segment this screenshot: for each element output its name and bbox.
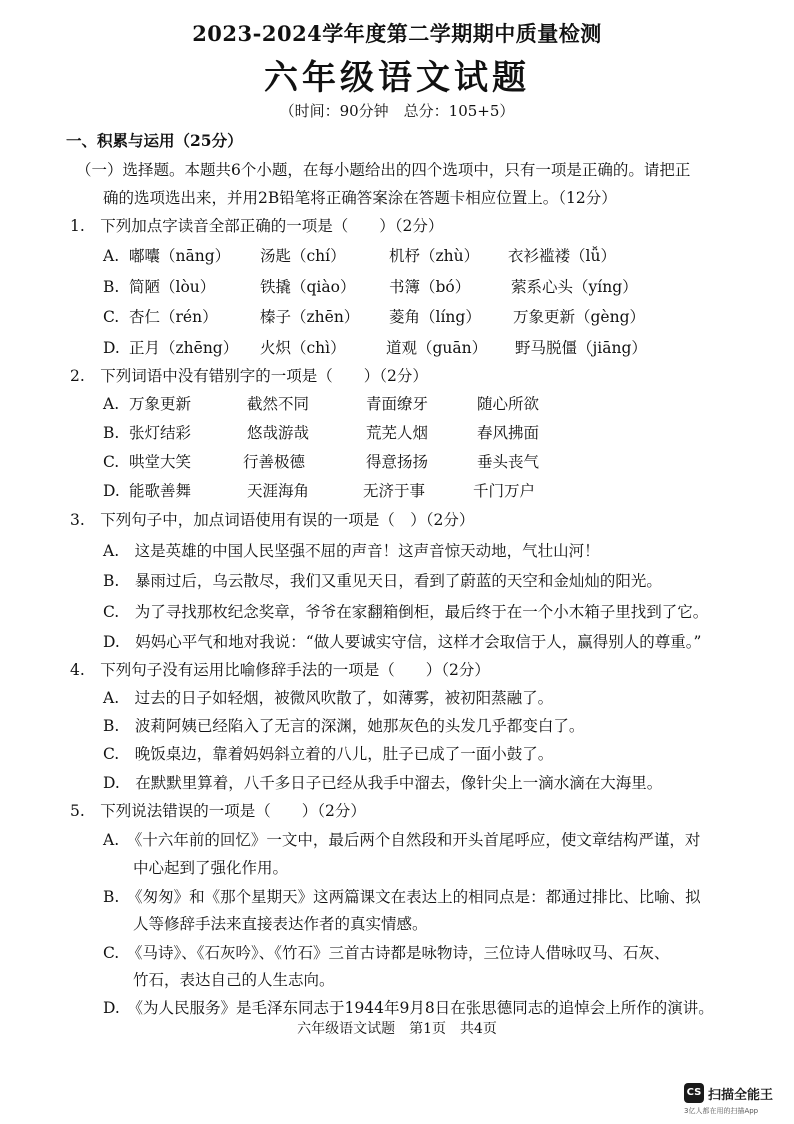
question-2-stem: 2. 下列词语中没有错别字的一项是（ ）（2分） bbox=[70, 367, 428, 385]
option-word: 道观（guān） bbox=[386, 339, 488, 357]
option-letter: C. bbox=[103, 308, 120, 326]
option-word: 张灯结彩 bbox=[129, 424, 192, 442]
option-word: 能歌善舞 bbox=[129, 482, 192, 500]
option-letter: C. bbox=[103, 453, 120, 471]
option-sentence: A. 过去的日子如轻烟，被微风吹散了，如薄雾，被初阳蒸融了。 bbox=[103, 689, 554, 707]
option-word: 哄堂大笑 bbox=[129, 453, 192, 471]
question-1-stem: 1. 下列加点字读音全部正确的一项是（ ）（2分） bbox=[70, 217, 444, 235]
option-sentence-cont: 人等修辞手法来直接表达作者的真实情感。 bbox=[133, 915, 428, 933]
exam-info: （时间：90分钟 总分：105+5） bbox=[279, 102, 515, 120]
option-sentence: A. 《十六年前的回忆》一文中，最后两个自然段和开头首尾呼应，使文章结构严谨，对 bbox=[103, 831, 701, 849]
option-sentence: C. 为了寻找那枚纪念奖章，爷爷在家翻箱倒柜，最后终于在一个小木箱子里找到了它。 bbox=[103, 603, 709, 621]
option-letter: A. bbox=[103, 395, 120, 413]
option-sentence: B. 《匆匆》和《那个星期天》这两篇课文在表达上的相同点是：都通过排比、比喻、拟 bbox=[103, 888, 701, 906]
option-letter: A. bbox=[103, 247, 120, 265]
option-word: 行善极德 bbox=[243, 453, 306, 471]
option-sentence: A. 这是英雄的中国人民坚强不屈的声音！这声音惊天动地，气壮山河！ bbox=[103, 542, 600, 560]
subject-title: 六年级语文试题 bbox=[264, 58, 530, 98]
option-word: 机杼（zhù） bbox=[389, 247, 480, 265]
option-word: 青面缭牙 bbox=[366, 395, 429, 413]
option-sentence: D. 《为人民服务》是毛泽东同志于1944年9月8日在张思德同志的追悼会上所作的演讲。 bbox=[103, 999, 714, 1017]
scanner-tagline: 3亿人都在用的扫描App bbox=[684, 1107, 759, 1115]
option-word: 简陋（lòu） bbox=[129, 278, 216, 296]
exam-title: 2023-2024学年度第二学期期中质量检测 bbox=[192, 21, 602, 46]
section-heading: 一、积累与运用（25分） bbox=[66, 131, 243, 150]
option-word: 万象更新 bbox=[129, 395, 192, 413]
option-word: 垂头丧气 bbox=[477, 453, 540, 471]
option-word: 书簿（bó） bbox=[389, 278, 471, 296]
scanner-logo-icon: CS bbox=[684, 1083, 704, 1103]
question-4-stem: 4. 下列句子没有运用比喻修辞手法的一项是（ ）（2分） bbox=[70, 661, 490, 679]
option-sentence-cont: 竹石，表达自己的人生志向。 bbox=[133, 971, 335, 989]
option-letter: D. bbox=[103, 482, 120, 500]
option-sentence: B. 波莉阿姨已经陷入了无言的深渊，她那灰色的头发几乎都变白了。 bbox=[103, 717, 585, 735]
option-word: 春风拂面 bbox=[477, 424, 540, 442]
option-word: 千门万户 bbox=[473, 482, 536, 500]
option-word: 萦系心头（yíng） bbox=[511, 278, 638, 296]
option-word: 嘟囔（nāng） bbox=[129, 247, 231, 265]
option-word: 汤匙（chí） bbox=[260, 247, 346, 265]
option-row bbox=[103, 394, 663, 416]
instructions-line-2: 确的选项选出来，并用2B铅笔将正确答案涂在答题卡相应位置上。（12分） bbox=[103, 189, 617, 207]
option-letter: D. bbox=[103, 339, 120, 357]
option-word: 荒芜人烟 bbox=[366, 424, 429, 442]
option-letter: B. bbox=[103, 424, 120, 442]
option-word: 杏仁（rén） bbox=[129, 308, 218, 326]
option-word: 天涯海角 bbox=[247, 482, 310, 500]
option-word: 截然不同 bbox=[247, 395, 310, 413]
option-row bbox=[103, 481, 663, 503]
option-word: 悠哉游哉 bbox=[247, 424, 310, 442]
option-row bbox=[103, 246, 663, 268]
option-row bbox=[103, 338, 663, 360]
option-word: 铁撬（qiào） bbox=[260, 278, 356, 296]
question-3-stem: 3. 下列句子中，加点词语使用有误的一项是（ ）（2分） bbox=[70, 511, 475, 529]
option-sentence: D. 在默默里算着，八千多日子已经从我手中溜去，像针尖上一滴水滴在大海里。 bbox=[103, 774, 663, 792]
option-word: 衣衫褴褛（lǚ） bbox=[508, 247, 616, 265]
option-sentence: B. 暴雨过后，乌云散尽，我们又重见天日，看到了蔚蓝的天空和金灿灿的阳光。 bbox=[103, 572, 662, 590]
instructions-line-1: （一）选择题。本题共6个小题，在每小题给出的四个选项中，只有一项是正确的。请把正 bbox=[76, 161, 691, 179]
option-word: 野马脱僵（jiāng） bbox=[515, 339, 647, 357]
option-sentence-cont: 中心起到了强化作用。 bbox=[133, 859, 289, 877]
option-letter: B. bbox=[103, 278, 120, 296]
option-word: 榛子（zhēn） bbox=[260, 308, 360, 326]
option-word: 火炽（chì） bbox=[260, 339, 346, 357]
option-row bbox=[103, 277, 663, 299]
option-word: 无济于事 bbox=[363, 482, 426, 500]
scanner-watermark bbox=[684, 1083, 790, 1119]
option-word: 万象更新（gèng） bbox=[513, 308, 646, 326]
option-sentence: C. 《马诗》、《石灰吟》、《竹石》三首古诗都是咏物诗，三位诗人借咏叹马、石灰、 bbox=[103, 944, 670, 962]
option-sentence: D. 妈妈心平气和地对我说：“做人要诚实守信，这样才会取信于人，赢得别人的尊重。” bbox=[103, 633, 702, 651]
option-word: 随心所欲 bbox=[477, 395, 540, 413]
scanner-app-name: 扫描全能王 bbox=[708, 1088, 774, 1103]
option-row bbox=[103, 307, 663, 329]
option-row bbox=[103, 423, 663, 445]
option-word: 得意扬扬 bbox=[366, 453, 429, 471]
option-row bbox=[103, 452, 663, 474]
question-5-stem: 5. 下列说法错误的一项是（ ）（2分） bbox=[70, 802, 366, 820]
page-footer: 六年级语文试题 第1页 共4页 bbox=[297, 1021, 497, 1037]
option-word: 菱角（líng） bbox=[389, 308, 481, 326]
option-sentence: C. 晚饭桌边，靠着妈妈斜立着的八儿，肚子已成了一面小鼓了。 bbox=[103, 745, 554, 763]
option-word: 正月（zhēng） bbox=[129, 339, 239, 357]
